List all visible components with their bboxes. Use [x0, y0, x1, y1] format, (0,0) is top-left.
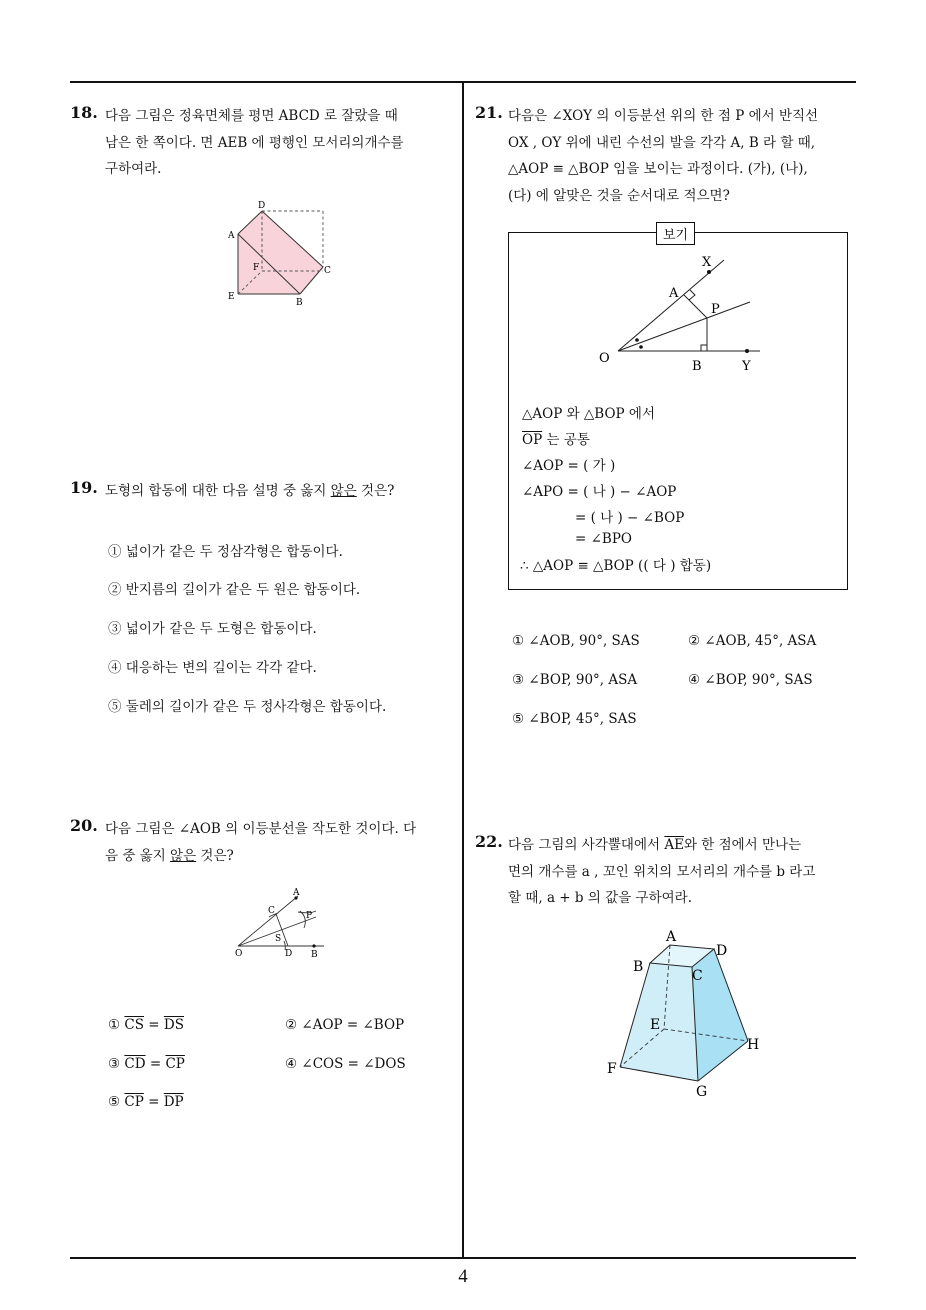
q18-cube-figure: [222, 198, 342, 310]
question-text-part: 것은?: [196, 847, 234, 864]
question-line: 남은 한 쪽이다. 면 AEB 에 평행인 모서리의개수를: [105, 134, 404, 151]
label-p: P: [711, 302, 720, 317]
underlined-word: 않은: [330, 483, 357, 499]
label-c: C: [268, 906, 275, 916]
proof-line: △AOP 와 △BOP 에서: [522, 406, 655, 422]
question-19: [70, 478, 460, 505]
option-1[interactable]: ① 넓이가 같은 두 정삼각형은 합동이다.: [108, 544, 343, 560]
option-1[interactable]: [108, 1017, 184, 1033]
option-1[interactable]: ① ∠AOB, 90°, SAS: [512, 633, 640, 649]
label-o: O: [235, 949, 243, 959]
question-text: [105, 478, 460, 505]
question-line: 구하여라.: [105, 161, 162, 177]
option-3[interactable]: [108, 1056, 185, 1072]
question-line: 다음 그림은 정육면체를 평면 ABCD 로 잘랐을 때: [105, 108, 398, 124]
question-text-part: 도형의 합동에 대한 다음 설명 중 옳지: [105, 483, 331, 499]
question-number: 19.: [70, 478, 98, 497]
label-p: P: [306, 911, 313, 921]
option-mark: ③: [108, 1056, 121, 1072]
question-number: 21.: [475, 103, 503, 122]
question-text: [105, 103, 460, 183]
option-4[interactable]: ④ ∠BOP, 90°, SAS: [688, 672, 813, 688]
question-line: 할 때, a + b 의 값을 구하여라.: [508, 890, 692, 906]
question-number: 22.: [475, 832, 503, 851]
label-f: F: [253, 263, 260, 273]
proof-text: 는 공통: [542, 432, 590, 448]
question-21: [475, 103, 860, 209]
question-20: [70, 816, 460, 869]
label-y: Y: [742, 359, 751, 374]
option-4[interactable]: ④ ∠COS = ∠DOS: [285, 1056, 406, 1072]
option-mark: ①: [108, 1017, 121, 1033]
option-mark: ⑤: [108, 1094, 121, 1110]
proof-line: ∠APO = ( 나 ) − ∠AOP: [522, 484, 677, 500]
question-line: (다) 에 알맞은 것을 순서대로 적으면?: [508, 187, 730, 204]
label-c: C: [692, 968, 703, 984]
question-number: 20.: [70, 816, 98, 835]
option-2[interactable]: ② ∠AOB, 45°, ASA: [688, 633, 817, 649]
label-e: E: [650, 1017, 661, 1033]
option-5[interactable]: ⑤ 둘레의 길이가 같은 두 정사각형은 합동이다.: [108, 699, 387, 715]
label-h: H: [747, 1037, 760, 1053]
label-a: A: [228, 231, 235, 241]
question-number: 18.: [70, 103, 98, 122]
label-g: G: [696, 1084, 708, 1100]
label-s: S: [275, 934, 282, 944]
question-text-part: 음 중 옳지: [105, 847, 171, 864]
column-divider: [462, 82, 464, 1258]
proof-line: ∴ △AOP ≡ △BOP (( 다 ) 합동): [520, 558, 712, 574]
question-text: [105, 816, 460, 869]
question-text: [508, 103, 860, 209]
q21-angle-figure: [590, 250, 780, 375]
option-5[interactable]: ⑤ ∠BOP, 45°, SAS: [512, 711, 637, 727]
option-2[interactable]: ② 반지름의 길이가 같은 두 원은 합동이다.: [108, 582, 361, 598]
question-text: [508, 832, 860, 912]
label-d: D: [285, 949, 293, 959]
segment: $\overline{DS}$: [163, 1017, 184, 1033]
segment-ae: $\overline{AE}$: [664, 837, 684, 853]
label-b: B: [311, 950, 318, 960]
equals: =: [145, 1056, 166, 1072]
option-3[interactable]: ③ 넓이가 같은 두 도형은 합동이다.: [108, 621, 317, 637]
page-number: 4: [458, 1266, 468, 1287]
label-o: O: [599, 351, 610, 366]
equals: =: [143, 1017, 164, 1033]
question-line: 면의 개수를 a , 꼬인 위치의 모서리의 개수를 b 라고: [508, 863, 816, 880]
q22-frustum-figure: [600, 925, 770, 1100]
label-b: B: [633, 959, 644, 975]
label-x: X: [702, 255, 712, 270]
segment-op: $\overline{OP}$: [522, 432, 543, 448]
segment: $\overline{CP}$: [165, 1056, 185, 1072]
label-b: B: [296, 298, 303, 308]
segment: $\overline{CD}$: [124, 1056, 146, 1072]
label-b: B: [692, 359, 702, 374]
segment: $\overline{DP}$: [163, 1094, 184, 1110]
segment: $\overline{CP}$: [124, 1094, 144, 1110]
equals: =: [143, 1094, 164, 1110]
label-a: A: [666, 929, 677, 945]
question-line: OX , OY 위에 내린 수선의 발을 각각 A, B 라 할 때,: [508, 134, 816, 151]
label-a: A: [293, 888, 300, 898]
segment: $\overline{CS}$: [124, 1017, 144, 1033]
question-line: 다음은 ∠XOY 의 이등분선 위의 한 점 P 에서 반직선: [508, 108, 819, 124]
option-3[interactable]: ③ ∠BOP, 90°, ASA: [512, 672, 638, 688]
label-d: D: [258, 201, 266, 211]
option-5[interactable]: [108, 1094, 184, 1110]
question-text-part: 다음 그림의 사각뿔대에서: [508, 837, 665, 853]
label-a: A: [669, 286, 679, 301]
option-4[interactable]: ④ 대응하는 변의 길이는 각각 같다.: [108, 660, 317, 676]
option-2[interactable]: ② ∠AOP = ∠BOP: [285, 1017, 405, 1033]
q20-bisector-figure: [228, 884, 332, 960]
question-18: [70, 103, 460, 183]
question-line: 다음 그림은 ∠AOB 의 이등분선을 작도한 것이다. 다: [105, 821, 417, 837]
box-title: 보기: [656, 222, 695, 245]
proof-line: [522, 428, 590, 448]
label-e: E: [228, 292, 235, 302]
proof-line: = ∠BPO: [575, 531, 632, 547]
question-line: △AOP ≡ △BOP 임을 보이는 과정이다. (가), (나),: [508, 161, 808, 177]
question-text-part: 와 한 점에서 만나는: [683, 837, 802, 853]
bottom-rule: [70, 1257, 856, 1259]
label-c: C: [324, 266, 331, 276]
proof-line: = ( 나 ) − ∠BOP: [575, 510, 685, 526]
label-d: D: [716, 943, 728, 959]
question-text-part: 것은?: [356, 483, 395, 499]
proof-line: ∠AOP = ( 가 ): [522, 458, 616, 474]
label-f: F: [607, 1061, 617, 1077]
question-22: [475, 832, 860, 912]
underlined-word: 않은: [170, 847, 197, 864]
